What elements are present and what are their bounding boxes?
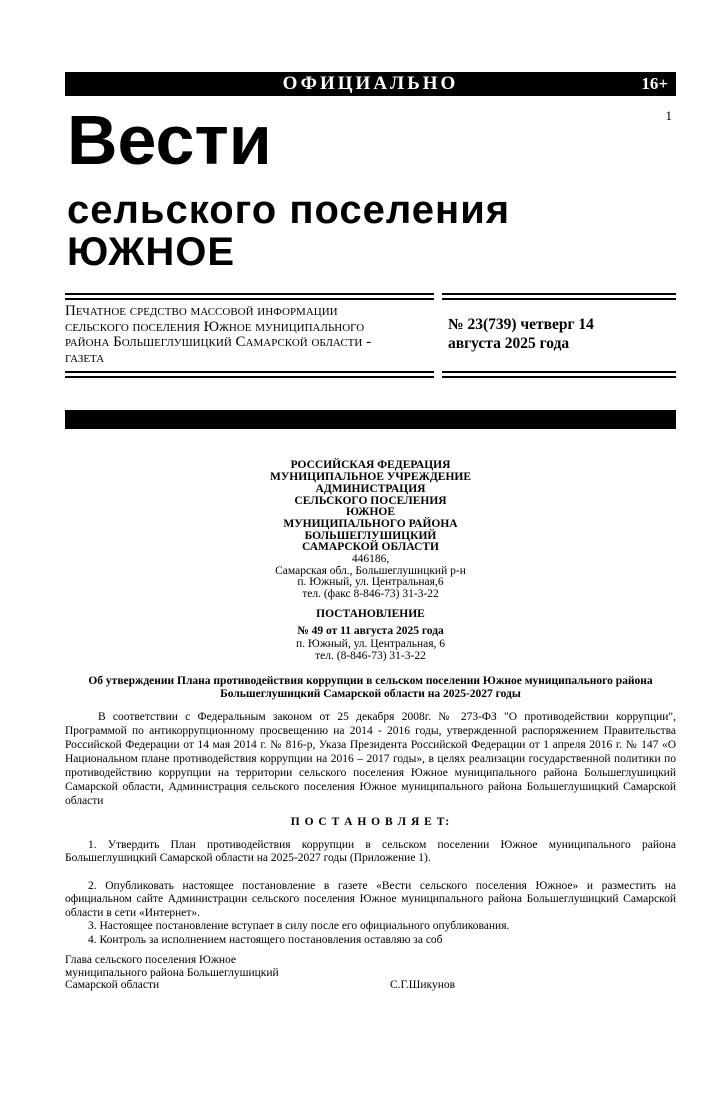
masthead-description [65, 293, 434, 378]
newspaper-page [0, 72, 724, 1096]
resolution-document [65, 460, 676, 991]
doc-header-line: РОССИЙСКАЯ ФЕДЕРАЦИЯ [290, 459, 451, 472]
doc-title: Об утверждении Плана противодействия коррупции в сельском поселении Южное муниципального района Большеглушицкий Самарской области на 2025-2027 годы [88, 674, 653, 700]
official-banner-title: ОФИЦИАЛЬНО [282, 73, 459, 94]
page-number: 1 [665, 108, 672, 123]
doc-header-line: МУНИЦИПАЛЬНОГО РАЙОНА [283, 517, 458, 530]
section-banner-title: ОФИЦИАЛЬНОЕ ОПУБЛИКОВАНИЕ [114, 431, 364, 446]
doc-address-line: тел. (8-846-73) 31-3-22 [315, 649, 426, 662]
doc-header-line: БОЛЬШЕГЛУШИЦКИЙ [304, 529, 437, 542]
masthead-description-line: газета [65, 349, 105, 366]
signature-position-line: муниципального района Большеглушицкий [65, 966, 279, 979]
doc-preamble: В соответствии с Федеральным законом от 25 декабря 2008г. № 273-ФЗ "О противодействии коррупции", Программой по антикоррупционному просвещению на 2014 - 2016 годы, утвержденной распоряжением Правительства Российской Федерации от 14 мая 2014 г. № 816-р, Указа Президента Российской Федерации от 1 апреля 2016 г. № 147 «О Национальном плане противодействия коррупции на 2016 – 2017 годы», в целях реализации государственной политики по противодействию коррупции на территории сельского поселения Южное муниципального района Большеглушицкий Самарской области, Администрация сельского поселения Южное муниципального района Большеглушицкий Самарской области [65, 710, 676, 807]
age-rating-badge: 16+ [641, 74, 668, 93]
newspaper-title: Вести [67, 101, 272, 179]
doc-address-line: п. Южный, ул. Центральная, 6 [295, 637, 446, 650]
masthead-info [65, 293, 676, 378]
doc-number: № 49 от 11 августа 2025 года [297, 624, 444, 637]
signature-name: С.Г.Шикунов [390, 979, 456, 992]
signature-position-line: Глава сельского поселения Южное [65, 954, 237, 967]
doc-address-line: тел. (факс 8-846-73) 31-3-22 [302, 588, 439, 601]
doc-header-line: АДМИНИСТРАЦИЯ [315, 482, 426, 495]
issue-info: № 23(739) четверг 14 августа 2025 года [442, 293, 676, 378]
official-banner [65, 72, 676, 96]
doc-address-line: п. Южный, ул. Центральная,6 [297, 576, 444, 589]
doc-address-line: 446186, [351, 553, 390, 566]
signature-block [65, 954, 676, 992]
section-banner [65, 410, 676, 446]
doc-type-heading: ПОСТАНОВЛЕНИЕ [316, 607, 425, 620]
masthead-description-line: Печатное средство массовой информации [65, 303, 338, 320]
doc-header-line: МУНИЦИПАЛЬНОЕ УЧРЕЖДЕНИЕ [269, 471, 472, 484]
newspaper-subtitle: сельского поселения ЮЖНОЕ [67, 188, 511, 275]
doc-header-line: ЮЖНОЕ [345, 506, 396, 519]
doc-item: 1. Утвердить План противодействия коррупции в сельском поселении Южное муниципального района Большеглушицкий Самарской области на 2025-2027 годы (Приложение 1). [65, 838, 676, 865]
doc-header-line: СЕЛЬСКОГО ПОСЕЛЕНИЯ [294, 494, 447, 507]
doc-address-line: Самарская обл., Большеглушицкий р-н [275, 564, 466, 577]
resolves-heading: П О С Т А Н О В Л Я Е Т: [290, 815, 451, 828]
page-content [65, 72, 676, 992]
doc-item: 3. Настоящее постановление вступает в силу после его официального опубликования. [88, 920, 510, 933]
doc-item: 4. Контроль за исполнением настоящего постановления оставляю за соб [88, 933, 443, 946]
doc-item: 2. Опубликовать настоящее постановление в газете «Вести сельского поселения Южное» и разместить на официальном сайте Администрации сельского поселения Южное муниципального района Большеглушицкий Самарской области в сети «Интернет». [65, 879, 676, 919]
signature-position-line: Самарской области [65, 979, 160, 992]
masthead-description-line: сельского поселения Южное муниципального [65, 318, 365, 335]
masthead-description-line: района Большеглушицкий Самарской области - [65, 334, 372, 351]
doc-header-line: САМАРСКОЙ ОБЛАСТИ [302, 541, 439, 554]
